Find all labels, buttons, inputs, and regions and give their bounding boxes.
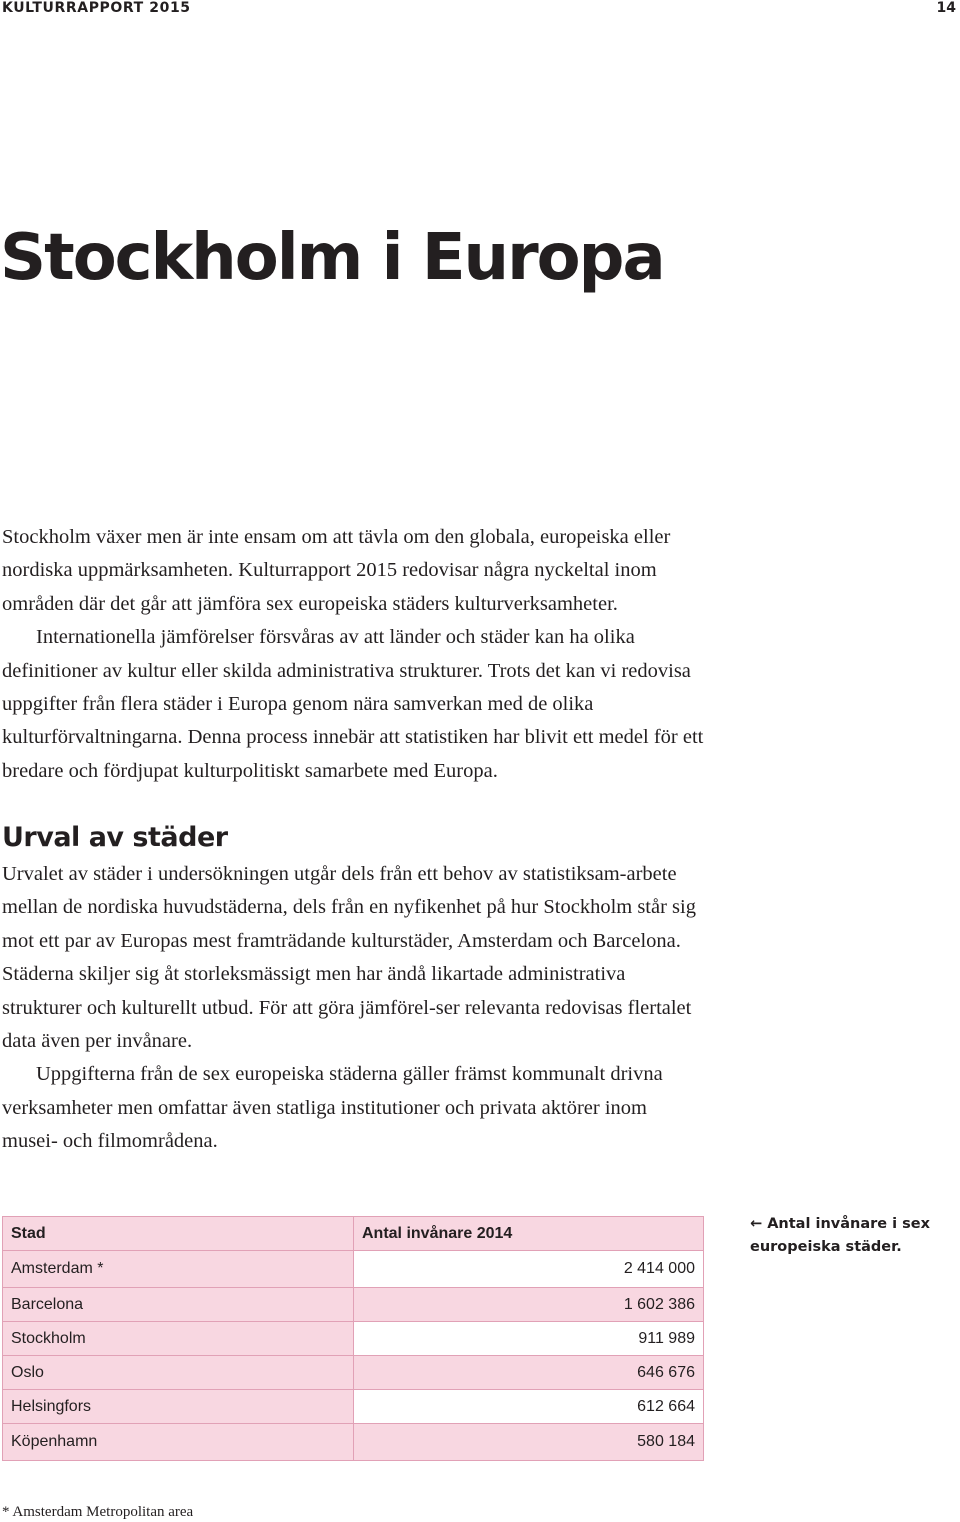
table-row (3, 1322, 704, 1356)
table-row (3, 1390, 704, 1424)
intro-text (2, 521, 704, 788)
table-row (3, 1251, 704, 1288)
table-row (3, 1356, 704, 1390)
section-text (2, 858, 704, 1159)
page-title: Stockholm i Europa (0, 221, 664, 295)
table-header-row (3, 1217, 704, 1251)
running-title: KULTURRAPPORT 2015 (2, 0, 191, 16)
city-cell: Stockholm (3, 1322, 354, 1356)
population-cell: 911 989 (354, 1322, 704, 1356)
section-paragraph: Urvalet av städer i undersökningen utgår dels från ett behov av statistiksam-arbete mellan de nordiska huvudstäderna, dels från en nyfikenhet på hur Stockholm står sig mot ett par av Europas mest framträdande kulturstäder, Amsterdam och Barcelona. Städerna skiljer sig åt storleksmässigt men har ändå likartade administrativa strukturer och kulturellt utbud. För att göra jämförel-ser relevanta redovisas flertalet data även per invånare. (2, 863, 696, 1053)
intro-paragraph: Internationella jämförelser försvåras av att länder och städer kan ha olika definitioner av kultur eller skilda administrativa strukturer. Trots det kan vi redovisa uppgifter från flera städer i Europa genom nära samverkan med de olika kulturförvaltningarna. Denna process innebär att statistiken har blivit ett medel för ett bredare och fördjupat kulturpolitiskt samarbete med Europa. (2, 626, 704, 782)
column-header-population: Antal invånare 2014 (354, 1217, 704, 1251)
footnote: * Amsterdam Metropolitan area (2, 1504, 194, 1520)
population-cell: 2 414 000 (354, 1251, 704, 1288)
table-row (3, 1288, 704, 1322)
city-cell: Oslo (3, 1356, 354, 1390)
section-heading: Urval av städer (2, 822, 228, 853)
table-caption: ← Antal invånare i sex europeiska städer. (750, 1216, 930, 1255)
page-number: 14 (936, 0, 956, 16)
city-cell: Amsterdam * (3, 1251, 354, 1288)
city-cell: Helsingfors (3, 1390, 354, 1424)
population-cell: 646 676 (354, 1356, 704, 1390)
population-cell: 580 184 (354, 1424, 704, 1461)
city-cell: Barcelona (3, 1288, 354, 1322)
population-cell: 1 602 386 (354, 1288, 704, 1322)
column-header-city: Stad (3, 1217, 354, 1251)
population-cell: 612 664 (354, 1390, 704, 1424)
table-row (3, 1424, 704, 1461)
intro-paragraph: Stockholm växer men är inte ensam om att tävla om den globala, europeiska eller nordiska uppmärksamheten. Kulturrapport 2015 redovisar några nyckeltal inom områden där det går att jämföra sex europeiska städers kulturverksamheter. (2, 526, 671, 615)
population-table (2, 1216, 704, 1461)
city-cell: Köpenhamn (3, 1424, 354, 1461)
section-paragraph: Uppgifterna från de sex europeiska städerna gäller främst kommunalt drivna verksamheter men omfattar även statliga institutioner och privata aktörer inom musei- och filmområdena. (2, 1063, 663, 1153)
